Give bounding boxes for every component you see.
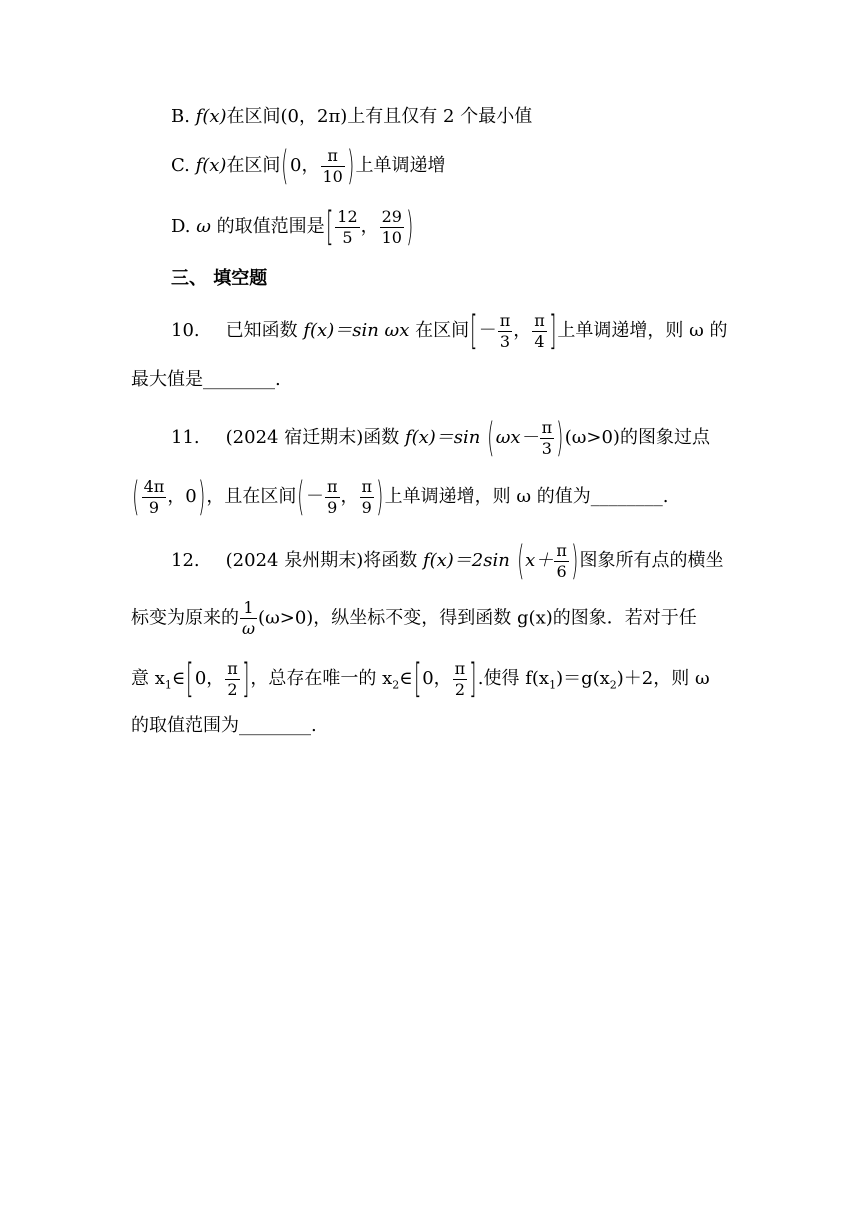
section-title: 三、 填空题 — [171, 268, 268, 289]
denominator: 3 — [541, 438, 552, 458]
numerator: π — [499, 310, 511, 330]
right-paren: ) — [198, 474, 206, 520]
fraction — [335, 206, 359, 247]
left-bracket: [ — [325, 204, 333, 250]
function-expression: f(x)＝2sin — [422, 550, 516, 571]
numerator: π — [454, 658, 466, 678]
option-d-text: 的取值范围是 — [210, 216, 325, 237]
denominator: 10 — [381, 227, 402, 247]
option-d — [171, 204, 860, 250]
denominator: 5 — [342, 227, 353, 247]
denominator: 9 — [148, 497, 160, 517]
right-paren: ) — [376, 474, 384, 520]
element-of: ∈ — [399, 668, 413, 689]
right-bracket: ] — [469, 656, 477, 702]
right-paren: ) — [571, 538, 579, 584]
question-text: 上单调递增，则 ω 的 — [557, 320, 728, 341]
left-paren: ( — [516, 538, 524, 584]
minus-sign: － — [305, 486, 324, 507]
numerator: π — [227, 658, 238, 678]
question-text: 在区间 — [409, 320, 470, 341]
denominator: ω — [242, 619, 256, 638]
option-c-label: C. — [171, 155, 196, 176]
separator: ， — [340, 486, 359, 507]
question-text: 上单调递增，则 ω 的值为________. — [384, 486, 669, 507]
fraction — [321, 145, 345, 186]
numerator: π — [534, 310, 545, 330]
numerator: 4π — [143, 476, 165, 496]
subscript: 1 — [164, 678, 172, 692]
inner-expression: ωx－ — [495, 427, 539, 448]
right-bracket: ] — [549, 308, 557, 354]
fraction — [532, 310, 547, 351]
numerator: π — [361, 476, 373, 496]
fraction — [240, 600, 257, 637]
right-bracket: ] — [242, 656, 250, 702]
fraction — [142, 476, 167, 517]
question-number: 12. — [171, 550, 200, 571]
interval-start: 0， — [422, 668, 452, 689]
numerator: 1 — [240, 600, 257, 619]
point-coordinate: ，0 — [167, 486, 197, 507]
fraction — [380, 206, 404, 247]
question-10-line-2: 最大值是________. — [131, 369, 281, 390]
option-b-label: B. — [171, 106, 196, 127]
question-text: )＋2，则 ω — [616, 668, 710, 689]
right-paren: ) — [347, 143, 355, 189]
question-text: 意 x — [131, 668, 165, 689]
question-text: 图象所有点的横坐 — [579, 550, 724, 571]
right-paren: ) — [406, 204, 414, 250]
option-c-tail: 上单调递增 — [355, 155, 446, 176]
subscript: 1 — [549, 678, 557, 692]
left-paren: ( — [281, 143, 289, 189]
question-text: (ω>0)，纵坐标不变，得到函数 g(x)的图象．若对于任 — [258, 607, 697, 629]
question-12-line-4: 的取值范围为________. — [131, 715, 317, 736]
option-c — [171, 143, 860, 189]
question-text: )＝g(x — [556, 668, 610, 689]
left-bracket: [ — [186, 656, 194, 702]
question-text: ，且在区间 — [206, 486, 297, 507]
question-text: ，总存在唯一的 x — [250, 668, 393, 689]
fraction — [360, 476, 375, 517]
left-bracket: [ — [413, 656, 421, 702]
numerator: π — [321, 148, 345, 167]
separator: ， — [513, 320, 532, 341]
question-text: 已知函数 — [225, 320, 304, 341]
denominator: 4 — [534, 331, 545, 351]
inner-expression: x＋ — [525, 550, 554, 571]
fraction — [453, 658, 468, 699]
option-b — [171, 108, 860, 126]
numerator: π — [556, 540, 567, 560]
left-paren: ( — [487, 415, 495, 461]
option-b-text: 在区间(0，2π)上有且仅有 2 个最小值 — [226, 106, 533, 127]
option-c-text: 在区间 — [226, 155, 281, 176]
denominator: 9 — [361, 497, 372, 517]
function-expression: f(x)＝sin ωx — [303, 320, 410, 341]
denominator: 10 — [322, 166, 343, 186]
question-text: (ω>0)的图象过点 — [564, 427, 710, 448]
left-bracket: [ — [470, 308, 478, 354]
element-of: ∈ — [171, 668, 186, 689]
option-b-function: f(x) — [195, 106, 227, 127]
question-number: 11. — [171, 427, 200, 448]
denominator: 3 — [499, 331, 511, 351]
left-paren: ( — [297, 474, 305, 520]
numerator: 29 — [381, 206, 402, 226]
minus-sign: － — [478, 320, 497, 341]
option-d-label: D. — [171, 216, 197, 237]
denominator: 2 — [454, 679, 465, 699]
fraction — [540, 417, 555, 458]
question-12-line-2 — [131, 600, 860, 637]
subscript: 2 — [392, 678, 400, 692]
fraction — [498, 310, 513, 351]
question-12-line-1 — [171, 538, 860, 584]
question-source: (2024 宿迁期末)函数 — [225, 427, 405, 448]
function-expression: f(x)＝sin — [404, 427, 487, 448]
separator: ， — [360, 216, 379, 237]
denominator: 2 — [227, 679, 238, 699]
right-paren: ) — [556, 415, 564, 461]
fraction — [225, 658, 240, 699]
option-c-function: f(x) — [195, 155, 227, 176]
question-11-line-1 — [171, 415, 860, 461]
fraction — [325, 476, 340, 517]
interval-start: 0， — [194, 668, 225, 689]
question-10-line-1 — [171, 308, 860, 354]
left-paren: ( — [132, 474, 140, 520]
numerator: π — [541, 417, 553, 437]
omega-symbol: ω — [196, 216, 211, 237]
question-text: 标变为原来的 — [131, 607, 239, 629]
interval-start: 0， — [290, 155, 320, 176]
subscript: 2 — [609, 678, 617, 692]
denominator: 9 — [327, 497, 338, 517]
numerator: π — [326, 476, 338, 496]
question-number: 10. — [171, 320, 200, 341]
fraction — [554, 540, 569, 581]
question-11-line-2 — [131, 474, 860, 520]
question-text: .使得 f(x — [477, 668, 550, 689]
question-12-line-3 — [131, 656, 860, 702]
denominator: 6 — [556, 561, 567, 581]
question-source: (2024 泉州期末)将函数 — [225, 550, 423, 571]
numerator: 12 — [337, 206, 358, 226]
